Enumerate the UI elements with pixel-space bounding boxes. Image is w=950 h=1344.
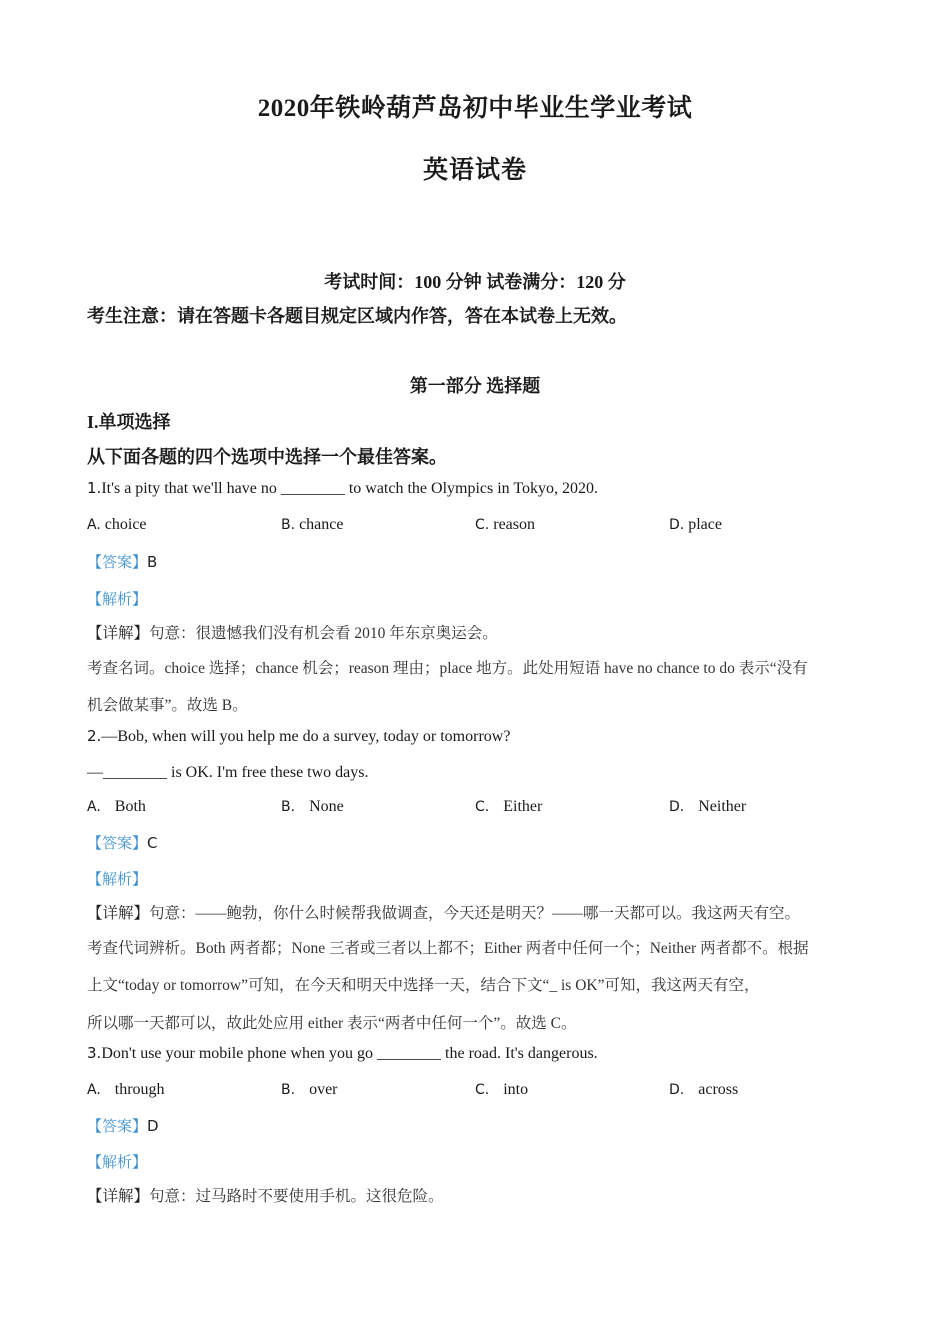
q1-analysis-tag: 【解析】 — [87, 592, 148, 608]
exam-subtitle: 英语试卷 — [422, 157, 527, 184]
q3-answer: 【答案】D — [87, 1117, 159, 1135]
q3-option-c: C. into — [475, 1081, 529, 1098]
question-1 — [87, 479, 598, 498]
q1-option-a: A. choice — [87, 516, 147, 533]
q3-analysis-tag: 【解析】 — [87, 1155, 148, 1171]
question-text: Don't use your mobile phone when you go ________ the road. It's dangerous. — [101, 1045, 598, 1062]
part-title: 第一部分 选择题 — [409, 376, 541, 396]
exam-notice: 考生注意：请在答题卡各题目规定区域内作答，答在本试卷上无效。 — [87, 306, 627, 326]
question-2 — [87, 727, 510, 746]
q2-option-d: D. Neither — [669, 798, 747, 815]
question-3 — [87, 1044, 598, 1063]
q2-option-c: C. Either — [475, 798, 543, 815]
question-number: 2. — [87, 727, 102, 745]
q1-answer: 【答案】B — [87, 553, 158, 571]
q2-explanation-line: 所以哪一天都可以，故此处应用 either 表示“两者中任何一个”。故选 C。 — [87, 1015, 577, 1032]
answer-tag: 【答案】 — [87, 555, 148, 571]
answer-tag: 【答案】 — [87, 1119, 148, 1135]
q3-detail: 【详解】句意：过马路时不要使用手机。这很危险。 — [87, 1188, 444, 1205]
q1-option-d: D. place — [669, 516, 722, 533]
question-number: 1. — [87, 479, 102, 497]
question-2-line-2: —________ is OK. I'm free these two days. — [87, 764, 369, 781]
q2-answer: 【答案】C — [87, 834, 158, 852]
answer-tag: 【答案】 — [87, 836, 148, 852]
question-text: It's a pity that we'll have no ________ to watch the Olympics in Tokyo, 2020. — [101, 480, 599, 497]
q1-option-b: B. chance — [281, 516, 344, 533]
q1-explanation-line: 考查名词。choice 选择；chance 机会；reason 理由；place 地方。此处用短语 have no chance to do 表示“没有 — [87, 660, 808, 677]
q3-option-b: B. over — [281, 1081, 338, 1098]
q2-analysis-tag: 【解析】 — [87, 872, 148, 888]
q2-explanation-line: 上文“today or tomorrow”可知，在今天和明天中选择一天，结合下文“_ is OK”可知，我这两天有空， — [87, 977, 760, 994]
exam-info: 考试时间：100 分钟 试卷满分：120 分 — [324, 272, 626, 292]
question-number: 3. — [87, 1044, 102, 1062]
exam-title: 2020年铁岭葫芦岛初中毕业生学业考试 — [257, 95, 693, 122]
question-text: —Bob, when will you help me do a survey, today or tomorrow? — [101, 728, 511, 745]
q1-explanation-line: 机会做某事”。故选 B。 — [87, 697, 248, 714]
q1-detail: 【详解】句意：很遗憾我们没有机会看 2010 年东京奥运会。 — [87, 625, 498, 642]
q1-option-c: C. reason — [475, 516, 535, 533]
q3-option-d: D. across — [669, 1081, 739, 1098]
section-title: I.单项选择 — [87, 412, 171, 432]
section-instruction: 从下面各题的四个选项中选择一个最佳答案。 — [87, 447, 447, 467]
q3-option-a: A. through — [87, 1081, 165, 1098]
q2-option-a: A. Both — [87, 798, 146, 815]
q2-option-b: B. None — [281, 798, 344, 815]
q2-detail: 【详解】句意：——鲍勃，你什么时候帮我做调查，今天还是明天？——哪一天都可以。我这两天有空。 — [87, 905, 801, 922]
q2-explanation-line: 考查代词辨析。Both 两者都；None 三者或三者以上都不；Either 两者中任何一个；Neither 两者都不。根据 — [87, 940, 809, 957]
